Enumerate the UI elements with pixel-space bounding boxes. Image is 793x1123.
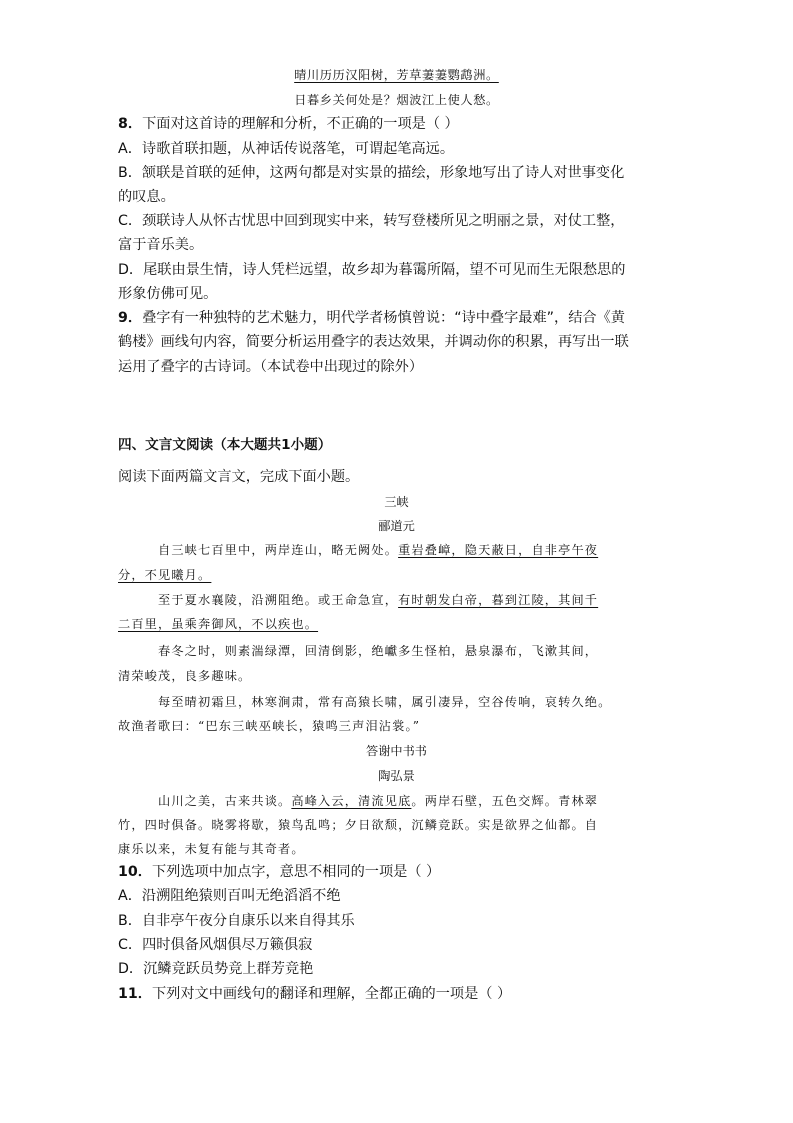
section-title: 四、文言文阅读（本大题共1小题） bbox=[118, 437, 332, 453]
section-intro: 阅读下面两篇文言文，完成下面小题。 bbox=[118, 469, 360, 485]
text2-author: 陶弘景 bbox=[378, 769, 415, 783]
text1-para3-line2: 清荣峻茂，良多趣味。 bbox=[118, 669, 252, 683]
question-number: 9． bbox=[118, 310, 143, 326]
text1-para2-plain: 至于夏水襄陵，沿溯阻绝。或王命急宣， bbox=[158, 593, 399, 607]
question-text: 下面对这首诗的理解和分析，不正确的一项是（ ） bbox=[142, 116, 459, 132]
text1-para1-line2 bbox=[118, 565, 211, 585]
text1-title: 三峡 bbox=[384, 495, 409, 509]
option-10-c: C．四时俱备风烟俱尽万籁俱寂 bbox=[118, 937, 313, 953]
text1-para1-underlined: 重岩叠嶂，隐天蔽日，自非亭午夜 bbox=[398, 543, 599, 557]
option-10-d: D．沉鳞竞跃员势竞上群芳竞艳 bbox=[118, 961, 314, 977]
text2-underlined: 高峰入云，清流见底 bbox=[291, 794, 412, 808]
text1-para1-underlined-end: 分，不见曦月。 bbox=[118, 568, 212, 582]
text1-para1-line1 bbox=[158, 540, 598, 560]
text1-para3-line1: 春冬之时，则素湍绿潭，回清倒影，绝巘多生怪柏，悬泉瀑布，飞漱其间， bbox=[158, 644, 599, 658]
option-10-b: B．自非亭午夜分自康乐以来自得其乐 bbox=[118, 913, 355, 929]
question-9-line-1 bbox=[118, 308, 625, 328]
question-9-line-2: 鹤楼》画线句内容，简要分析运用叠字的表达效果，并调动你的积累，再写出一联 bbox=[118, 334, 629, 350]
option-8-c-line-2: 富于音乐美。 bbox=[118, 237, 204, 253]
question-9-line-3: 运用了叠字的古诗词。（本试卷中出现过的除外） bbox=[118, 359, 424, 375]
poem-line-2: 日暮乡关何处是？烟波江上使人愁。 bbox=[294, 93, 499, 107]
question-number: 11． bbox=[118, 986, 152, 1002]
poem-line-1 bbox=[0, 65, 793, 85]
text2-para-line1 bbox=[158, 791, 598, 811]
option-8-b-line-1: B．颔联是首联的延伸，这两句都是对实景的描绘，形象地写出了诗人对世事变化 bbox=[118, 165, 625, 181]
question-8-stem bbox=[118, 114, 459, 134]
text1-para4-line1: 每至晴初霜旦，林寒涧肃，常有高猿长啸，属引凄异，空谷传响，哀转久绝。 bbox=[158, 695, 612, 709]
text1-para4-line2: 故渔者歌曰：“巴东三峡巫峡长，猿鸣三声泪沾裳。” bbox=[118, 719, 421, 733]
option-8-a: A．诗歌首联扣题，从神话传说落笔，可谓起笔高远。 bbox=[118, 141, 455, 157]
option-8-c-line-1: C．颈联诗人从怀古忧思中回到现实中来，转写登楼所见之明丽之景，对仗工整， bbox=[118, 213, 625, 229]
question-text: 下列选项中加点字，意思不相同的一项是（ ） bbox=[151, 864, 441, 880]
option-8-d-line-2: 形象仿佛可见。 bbox=[118, 286, 218, 302]
option-10-a: A．沿溯阻绝猿则百叫无绝滔滔不绝 bbox=[118, 888, 341, 904]
text1-para2-line2 bbox=[118, 614, 318, 634]
text1-para1-plain: 自三峡七百里中，两岸连山，略无阙处。 bbox=[158, 543, 399, 557]
text1-para2-underlined: 有时朝发白帝，暮到江陵，其间千 bbox=[398, 593, 599, 607]
text2-title: 答谢中书书 bbox=[366, 744, 427, 758]
question-number: 10． bbox=[118, 864, 152, 880]
text1-author: 郦道元 bbox=[378, 519, 415, 533]
text2-plain: 山川之美，古来共谈。 bbox=[158, 794, 292, 808]
option-8-d-line-1: D．尾联由景生情，诗人凭栏远望，故乡却为暮霭所隔，望不可见而生无限愁思的 bbox=[118, 262, 626, 278]
question-number: 8． bbox=[118, 116, 143, 132]
text2-para-line3: 康乐以来，未复有能与其奇者。 bbox=[118, 842, 305, 856]
text2-para-line2: 竹，四时俱备。晓雾将歇，猿鸟乱鸣；夕日欲颓，沉鳞竞跃。实是欲界之仙都。自 bbox=[118, 818, 599, 832]
question-11-stem bbox=[118, 984, 511, 1004]
text1-para2-underlined-end: 二百里，虽乘奔御风，不以疾也。 bbox=[118, 617, 319, 631]
poem-line-1-text: 晴川历历汉阳树，芳草萋萋鹦鹉洲。 bbox=[294, 68, 499, 82]
question-10-stem bbox=[118, 862, 440, 882]
question-text: 叠字有一种独特的艺术魅力，明代学者杨慎曾说：“诗中叠字最难”，结合《黄 bbox=[142, 310, 625, 326]
text2-plain-end: 。两岸石壁，五色交辉。青林翠 bbox=[411, 794, 599, 808]
option-8-b-line-2: 的叹息。 bbox=[118, 189, 175, 205]
text1-para2-line1 bbox=[158, 590, 598, 610]
question-text: 下列对文中画线句的翻译和理解，全都正确的一项是（ ） bbox=[151, 986, 512, 1002]
